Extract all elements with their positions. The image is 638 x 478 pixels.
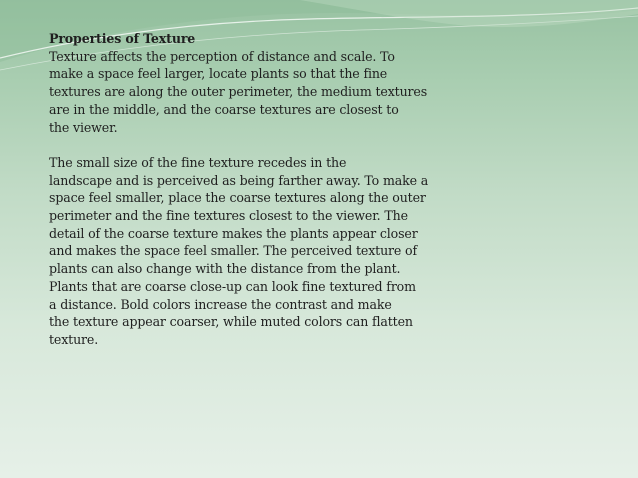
text-line: the viewer. <box>49 119 118 135</box>
text-line: space feel smaller, place the coarse textures along the outer <box>49 190 426 206</box>
text-line: plants can also change with the distance from the plant. <box>49 261 401 277</box>
paragraph-1 <box>49 48 469 137</box>
text-line: a distance. Bold colors increase the contrast and make <box>49 296 392 312</box>
text-line: Texture affects the perception of distance and scale. To <box>49 48 395 64</box>
text-line: The small size of the fine texture recedes in the <box>49 154 347 170</box>
text-line: landscape and is perceived as being farther away. To make a <box>49 172 429 188</box>
text-content <box>49 30 469 349</box>
text-line: detail of the coarse texture makes the plants appear closer <box>49 225 418 241</box>
text-line: texture. <box>49 331 99 347</box>
text-line: the texture appear coarser, while muted colors can flatten <box>49 314 413 330</box>
text-line: perimeter and the fine textures closest to the viewer. The <box>49 208 408 224</box>
text-line: Plants that are coarse close-up can look fine textured from <box>49 278 416 294</box>
paragraph-2 <box>49 154 469 349</box>
text-line: are in the middle, and the coarse textures are closest to <box>49 101 399 117</box>
text-line: and makes the space feel smaller. The perceived texture of <box>49 243 417 259</box>
text-line: make a space feel larger, locate plants so that the fine <box>49 66 388 82</box>
slide-heading: Properties of Texture <box>49 31 196 46</box>
text-line: textures are along the outer perimeter, the medium textures <box>49 84 428 100</box>
